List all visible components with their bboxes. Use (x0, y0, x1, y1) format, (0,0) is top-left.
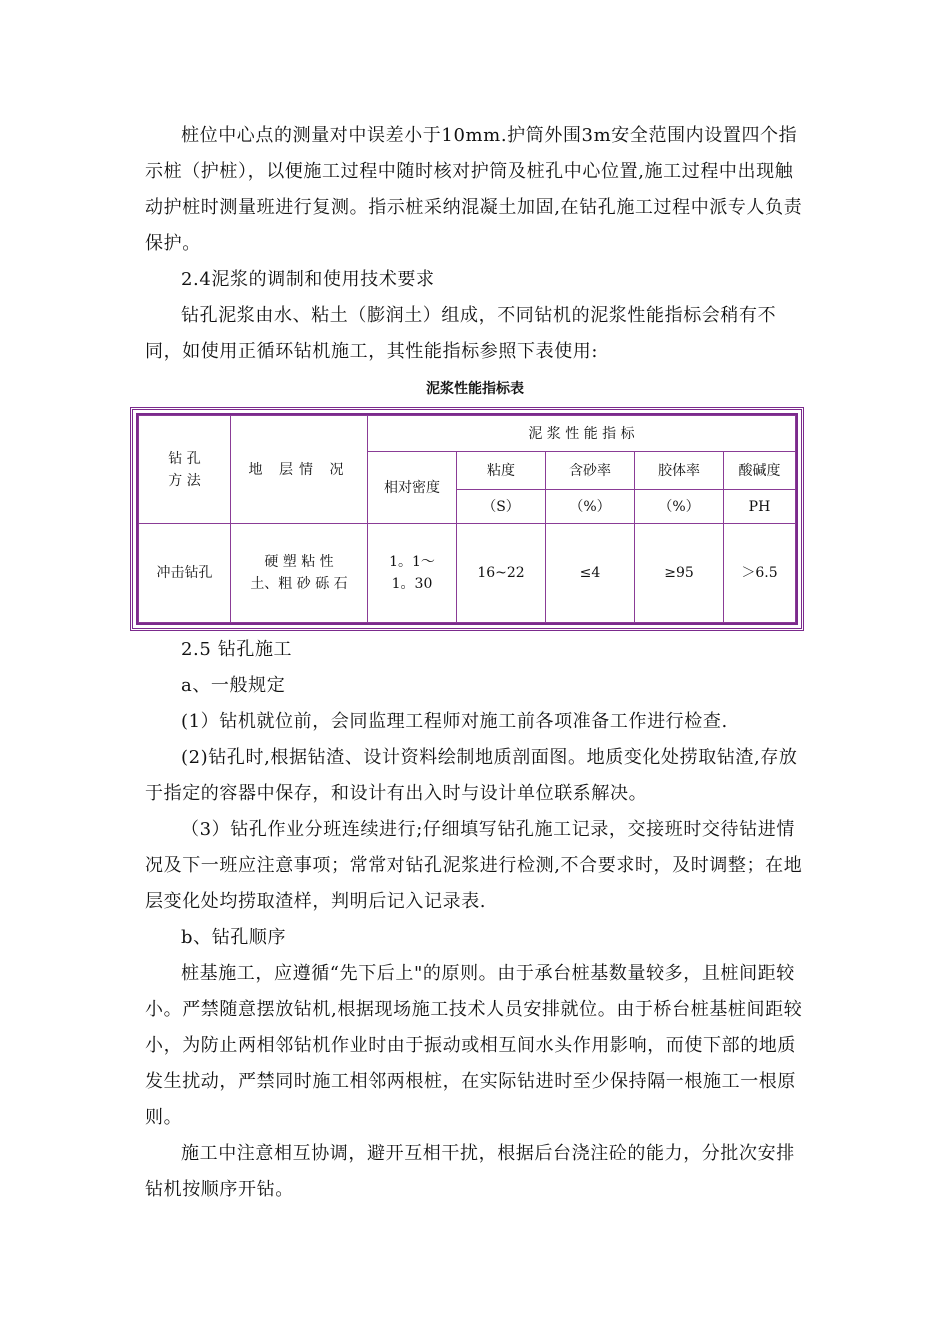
header-sand-content: 含砂率 (546, 452, 635, 490)
unit-sand-content: （%） (546, 490, 635, 524)
cell-method: 冲击钻孔 (139, 524, 231, 623)
subheading-drilling-order: b、钻孔顺序 (181, 927, 287, 948)
paragraph-pile-position: 桩位中心点的测量对中误差小于10mm.护筒外围3m安全范围内设置四个指示桩（护桩），以便施工过程中随时核对护筒及桩孔中心位置,施工过程中出现触动护桩时测量班进行复测。指示桩采纳混凝土加固,在钻孔施工过程中派专人负责保护。 (145, 125, 803, 254)
header-drilling-method: 钻 孔 方 法 (139, 416, 231, 524)
cell-ph: ＞6.5 (724, 524, 796, 623)
paragraph-coordination: 施工中注意相互协调，避开互相干扰，根据后台浇注砼的能力，分批次安排钻机按顺序开钻。 (145, 1143, 795, 1200)
cell-sand-content: ≤4 (546, 524, 635, 623)
cell-stratum: 硬 塑 粘 性 土、粗 砂 砾 石 (231, 524, 368, 623)
unit-ph: PH (724, 490, 796, 524)
header-colloid-rate: 胶体率 (635, 452, 724, 490)
cell-colloid-rate: ≥95 (635, 524, 724, 623)
rule-3: （3）钻孔作业分班连续进行;仔细填写钻孔施工记录，交接班时交待钻进情况及下一班应注意事项；常常对钻孔泥浆进行检测,不合要求时，及时调整；在地层变化处均捞取渣样，判明后记入记录表. (145, 819, 803, 912)
paragraph-pile-order: 桩基施工，应遵循“先下后上"的原则。由于承台桩基数量较多，且桩间距较小。严禁随意摆放钻机,根据现场施工技术人员安排就位。由于桥台桩基桩间距较小，为防止两相邻钻机作业时由于振动或相互间水头作用影响，而使下部的地质发生扰动，严禁同时施工相邻两根桩，在实际钻进时至少保持隔一根施工一根原则。 (145, 963, 803, 1128)
rule-1: (1）钻机就位前，会同监理工程师对施工前各项准备工作进行检查. (181, 711, 728, 732)
rule-2: (2)钻孔时,根据钻渣、设计资料绘制地质剖面图。地质变化处捞取钻渣,存放于指定的容器中保存，和设计有出入时与设计单位联系解决。 (145, 747, 798, 804)
unit-colloid-rate: （%） (635, 490, 724, 524)
header-ph: 酸碱度 (724, 452, 796, 490)
cell-relative-density: 1。1～ 1。30 (368, 524, 457, 623)
table-caption: 泥浆性能指标表 (426, 381, 524, 397)
section-heading-2-5: 2.5 钻孔施工 (181, 639, 293, 660)
header-mud-indices: 泥 浆 性 能 指 标 (368, 416, 796, 452)
paragraph-mud-composition: 钻孔泥浆由水、粘土（膨润土）组成，不同钻机的泥浆性能指标会稍有不同，如使用正循环钻机施工，其性能指标参照下表使用: (145, 305, 777, 362)
cell-viscosity: 16~22 (457, 524, 546, 623)
subheading-general-rules: a、一般规定 (181, 675, 286, 696)
unit-viscosity: （S） (457, 490, 546, 524)
mud-spec-table (138, 415, 796, 623)
header-viscosity: 粘度 (457, 452, 546, 490)
header-stratum: 地 层情 况 (231, 416, 368, 524)
section-heading-2-4: 2.4泥浆的调制和使用技术要求 (181, 269, 435, 290)
header-relative-density: 相对密度 (368, 452, 457, 524)
mud-spec-table-frame (130, 407, 804, 631)
